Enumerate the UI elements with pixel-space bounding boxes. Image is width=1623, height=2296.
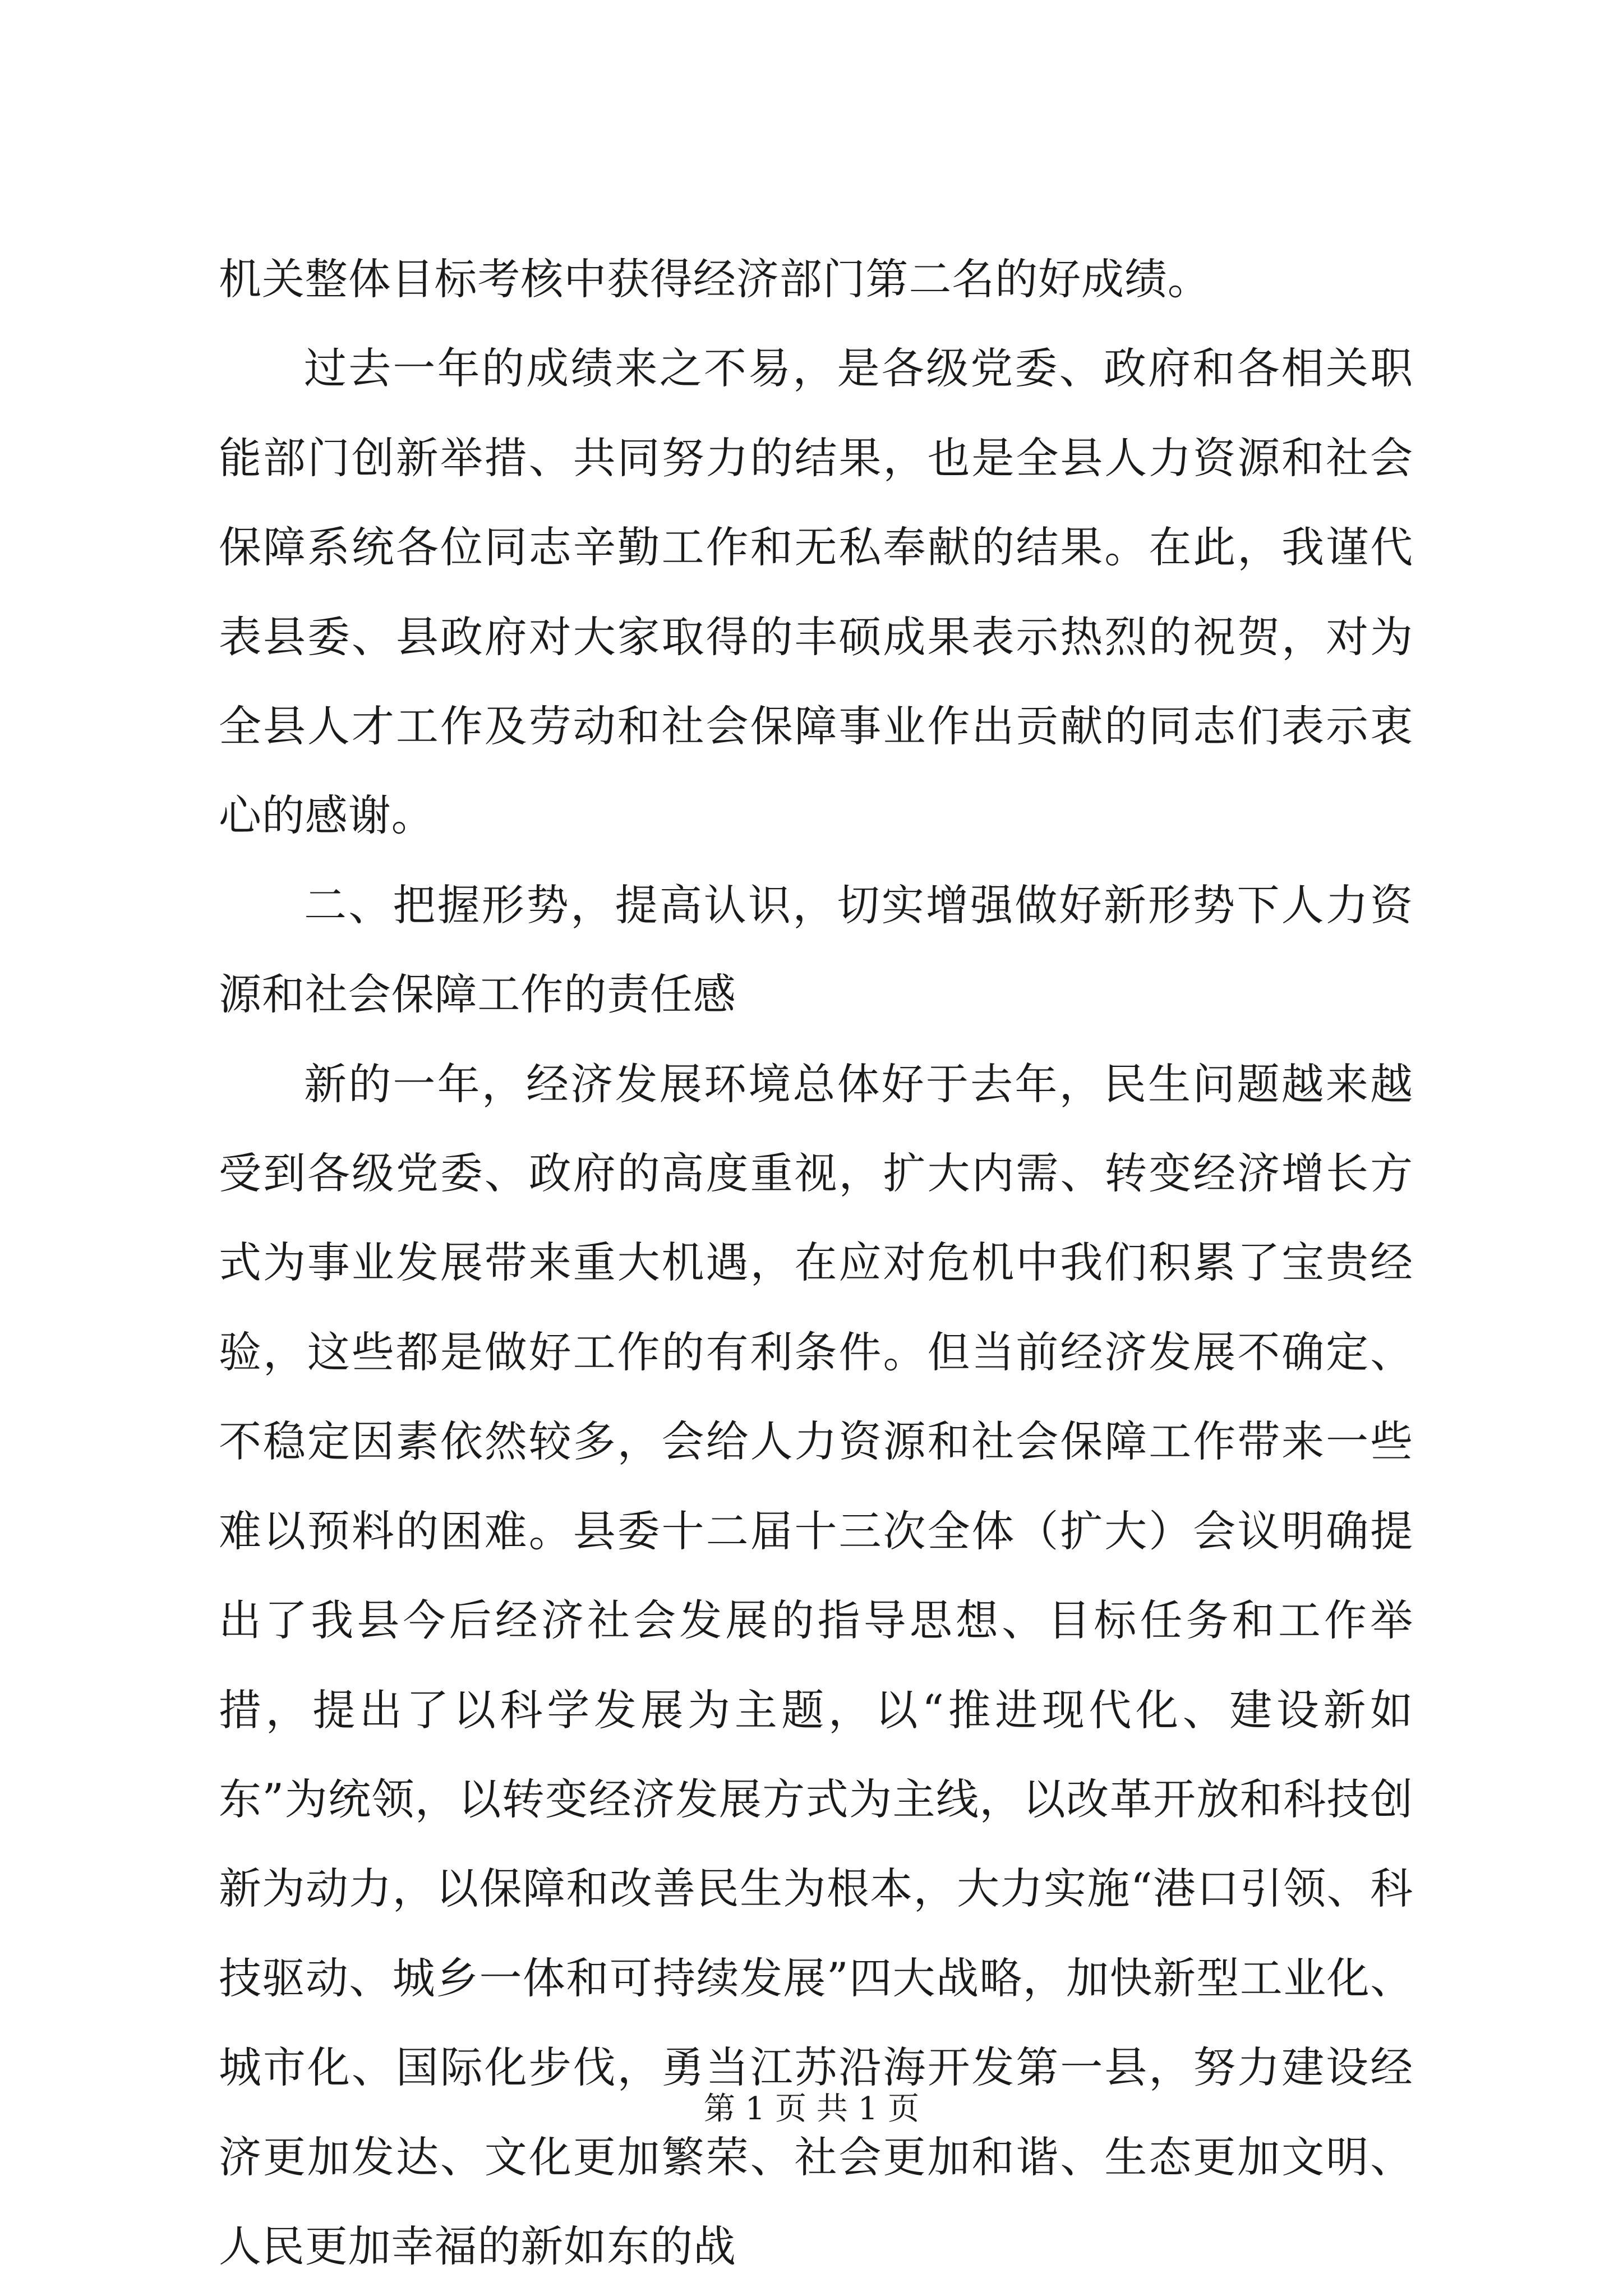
section-heading: 二、把握形势，提高认识，切实增强做好新形势下人力资源和社会保障工作的责任感 — [219, 880, 1413, 1020]
document-body — [219, 234, 1413, 2291]
paragraph-1: 机关整体目标考核中获得经济部门第二名的好成绩。 — [219, 254, 1211, 304]
paragraph-3: 新的一年，经济发展环境总体好于去年，民生问题越来越受到各级党委、政府的高度重视，扩大内需、转变经济增长方式为事业发展带来重大机遇，在应对危机中我们积累了宝贵经验，这些都是做好工作的有利条件。但当前经济发展不确定、不稳定因素依然较多，会给人力资源和社会保障工作带来一些难以预料的困难。县委十二届十三次全体（扩大）会议明确提出了我县今后经济社会发展的指导思想、目标任务和工作举措，提出了以科学发展为主题，以“推进现代化、建设新如东”为统领，以转变经济发展方式为主线，以改革开放和科技创新为动力，以保障和改善民生为根本，大力实施“港口引领、科技驱动、城乡一体和可持续发展”四大战略，加快新型工业化、城市化、国际化步伐，勇当江苏沿海开发第一县，努力建设经济更加发达、文化更加繁荣、社会更加和谐、生态更加文明、人民更加幸福的新如东的战 — [219, 1059, 1413, 2271]
page-number-footer: 第 1 页 共 1 页 — [703, 2091, 920, 2127]
paragraph-2: 过去一年的成绩来之不易，是各级党委、政府和各相关职能部门创新举措、共同努力的结果，也是全县人力资源和社会保障系统各位同志辛勤工作和无私奉献的结果。在此，我谨代表县委、县政府对大家取得的丰硕成果表示热烈的祝贺，对为全县人才工作及劳动和社会保障事业作出贡献的同志们表示衷心的感谢。 — [219, 343, 1413, 841]
